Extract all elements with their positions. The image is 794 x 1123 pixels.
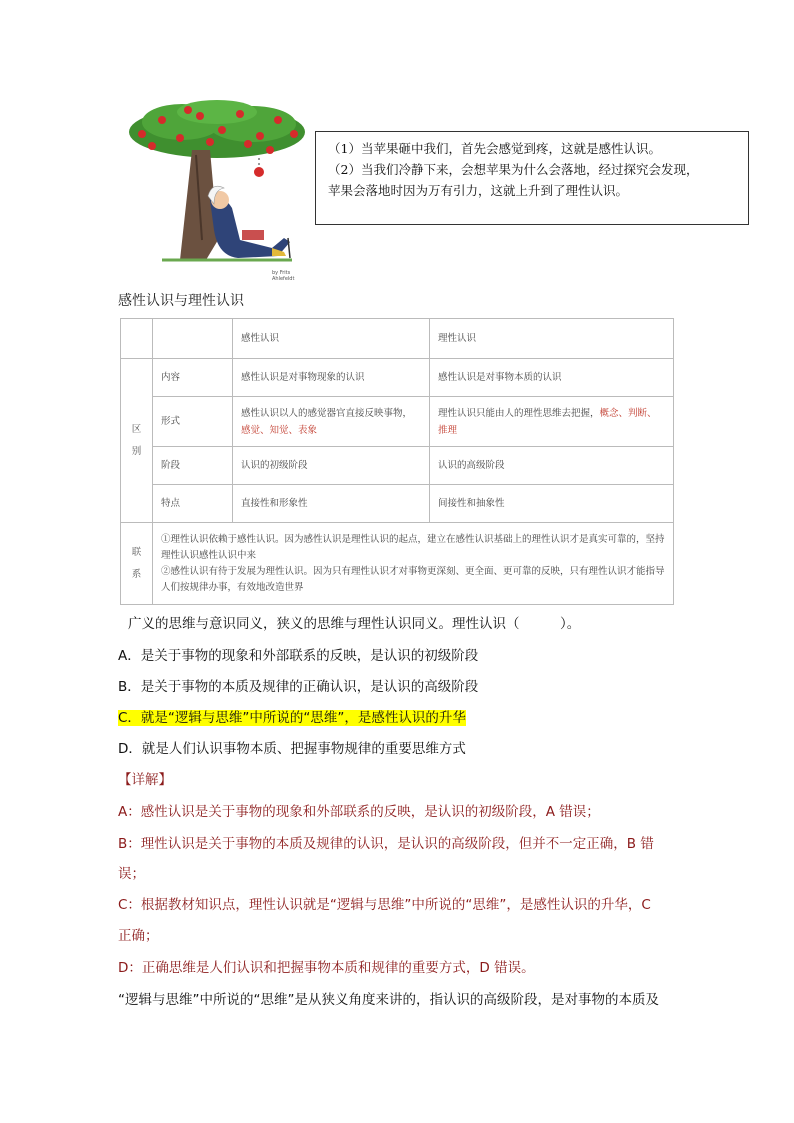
cell-perceptual: 感性认识以人的感觉器官直接反映事物，感觉、知觉、表象: [233, 397, 430, 447]
link-cell: [153, 523, 674, 605]
closing-text: “逻辑与思维”中所说的“思维”是从狭义角度来讲的，指认识的高级阶段，是对事物的本质及: [118, 992, 659, 1008]
group-label-diff: 区别: [121, 359, 153, 523]
option-b: B．是关于事物的本质及规律的正确认识，是认识的高级阶段: [118, 679, 479, 695]
row-label: 内容: [153, 359, 233, 397]
row-label: 特点: [153, 485, 233, 523]
table-row: [121, 359, 674, 397]
explanation-b-line-1: B：理性认识是关于事物的本质及规律的认识，是认识的高级阶段，但并不一定正确，B 错: [118, 836, 654, 852]
callout-box: [315, 131, 749, 225]
header-rational: 理性认识: [430, 319, 674, 359]
cell-rational: 感性认识是对事物本质的认识: [430, 359, 674, 397]
link-text-1: ①理性认识依赖于感性认识。因为感性认识是理性认识的起点，建立在感性认识基础上的理性认识才是真实可靠的，坚持理性认识感性认识中来: [161, 533, 665, 561]
question-text: 广义的思维与意识同义，狭义的思维与理性认识同义。理性认识（ ）。: [128, 616, 581, 632]
detail-heading: 【详解】: [118, 772, 172, 788]
red-emphasis: 概念、判断、推理: [438, 407, 657, 436]
option-a: A．是关于事物的现象和外部联系的反映，是认识的初级阶段: [118, 648, 479, 664]
cell-perceptual: 感性认识是对事物现象的认识: [233, 359, 430, 397]
cell-perceptual: 认识的初级阶段: [233, 447, 430, 485]
explanation-c-line-2: 正确；: [118, 928, 159, 944]
table-header-row: [121, 319, 674, 359]
cell-rational: 间接性和抽象性: [430, 485, 674, 523]
newton-apple-tree-illustration: [122, 100, 312, 282]
comparison-table: [120, 318, 674, 605]
table-link-row: [121, 523, 674, 605]
illustration-credit: by Frits Ahlefeldt: [272, 270, 295, 282]
table-row: [121, 485, 674, 523]
table-row: [121, 397, 674, 447]
link-text-2: ②感性认识有待于发展为理性认识。因为只有理性认识才对事物更深刻、更全面、更可靠的反映，只有理性认识才能指导人们按规律办事，有效地改造世界: [161, 565, 665, 593]
row-label: 阶段: [153, 447, 233, 485]
option-d: D．就是人们认识事物本质、把握事物规律的重要思维方式: [118, 741, 466, 757]
cell-rational: 理性认识只能由人的理性思维去把握，概念、判断、推理: [430, 397, 674, 447]
option-c: [118, 706, 466, 726]
explanation-d: D：正确思维是人们认识和把握事物本质和规律的重要方式，D 错误。: [118, 960, 535, 976]
red-emphasis: 感觉、知觉、表象: [241, 424, 318, 436]
header-perceptual: 感性认识: [233, 319, 430, 359]
section-title: 感性认识与理性认识: [118, 293, 244, 309]
cell-rational: 认识的高级阶段: [430, 447, 674, 485]
explanation-b-line-2: 误；: [118, 866, 145, 882]
table-row: [121, 447, 674, 485]
option-c-highlight: C．就是“逻辑与思维”中所说的“思维”，是感性认识的升华: [118, 710, 466, 726]
explanation-c-line-1: C：根据教材知识点，理性认识就是“逻辑与思维”中所说的“思维”，是感性认识的升华，C: [118, 897, 651, 913]
row-label: 形式: [153, 397, 233, 447]
callout-line-3: 苹果会落地时因为万有引力，这就上升到了理性认识。: [328, 183, 629, 198]
explanation-a: A：感性认识是关于事物的现象和外部联系的反映，是认识的初级阶段，A 错误；: [118, 804, 600, 820]
group-label-link: 联系: [121, 523, 153, 605]
callout-line-1: （1）当苹果砸中我们，首先会感觉到疼，这就是感性认识。: [328, 141, 661, 156]
callout-line-2: （2）当我们冷静下来，会想苹果为什么会落地，经过探究会发现，: [328, 162, 699, 177]
cell-perceptual: 直接性和形象性: [233, 485, 430, 523]
tree-drawing: [122, 100, 312, 278]
